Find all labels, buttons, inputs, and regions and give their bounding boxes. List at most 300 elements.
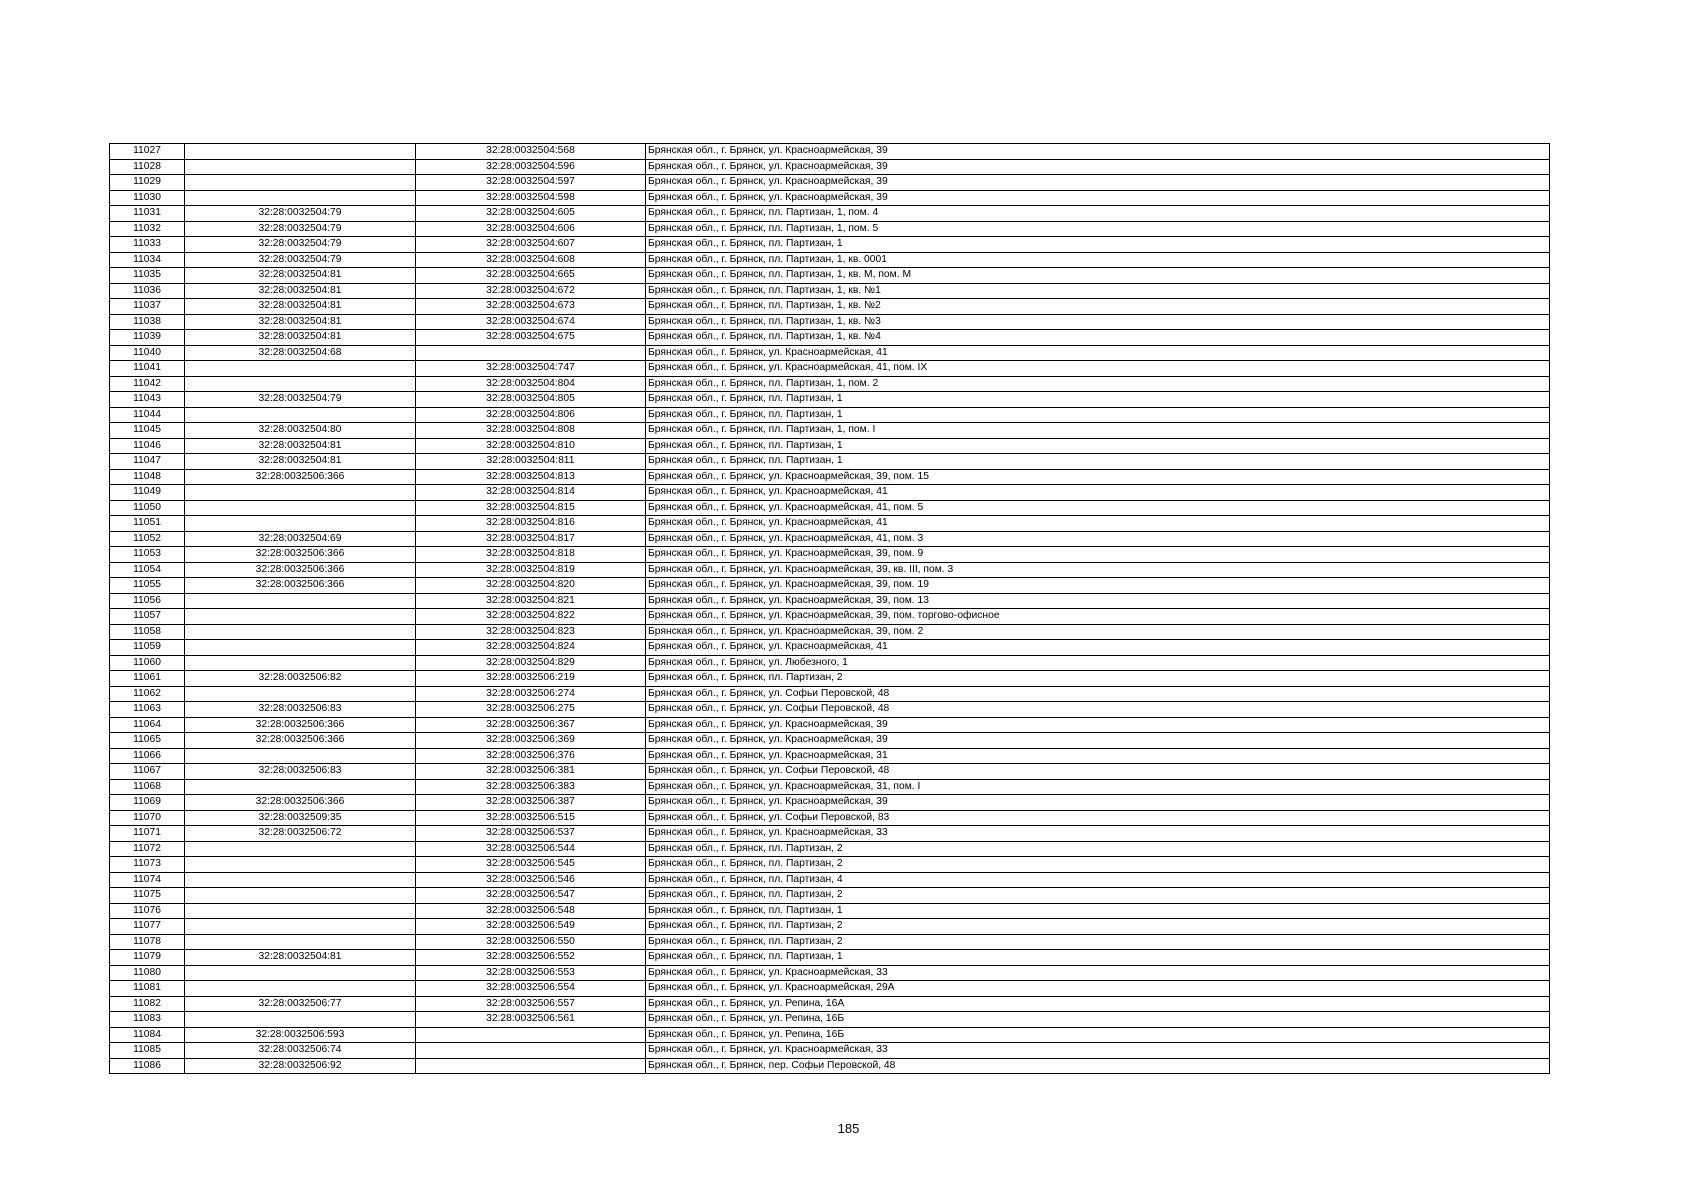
parent-cadastral-number-cell xyxy=(185,903,416,919)
address-cell: Брянская обл., г. Брянск, пл. Партизан, 1, пом. 2 xyxy=(646,376,1550,392)
table-row xyxy=(110,903,1550,919)
row-number-cell: 11046 xyxy=(110,438,185,454)
cadastral-number-cell: 32:28:0032506:552 xyxy=(416,950,646,966)
parent-cadastral-number-cell: 32:28:0032506:366 xyxy=(185,733,416,749)
cadastral-number-cell: 32:28:0032504:606 xyxy=(416,221,646,237)
row-number-cell: 11035 xyxy=(110,268,185,284)
table-row xyxy=(110,376,1550,392)
row-number-cell: 11040 xyxy=(110,345,185,361)
table-row xyxy=(110,1027,1550,1043)
cadastral-number-cell: 32:28:0032504:813 xyxy=(416,469,646,485)
address-cell: Брянская обл., г. Брянск, пл. Партизан, 1, кв. М, пом. М xyxy=(646,268,1550,284)
address-cell: Брянская обл., г. Брянск, пл. Партизан, 2 xyxy=(646,841,1550,857)
table-row xyxy=(110,686,1550,702)
address-cell: Брянская обл., г. Брянск, ул. Любезного, 1 xyxy=(646,655,1550,671)
row-number-cell: 11053 xyxy=(110,547,185,563)
address-cell: Брянская обл., г. Брянск, пл. Партизан, 1, пом. I xyxy=(646,423,1550,439)
row-number-cell: 11063 xyxy=(110,702,185,718)
row-number-cell: 11067 xyxy=(110,764,185,780)
table-row xyxy=(110,407,1550,423)
parent-cadastral-number-cell xyxy=(185,485,416,501)
address-cell: Брянская обл., г. Брянск, ул. Софьи Перовской, 48 xyxy=(646,686,1550,702)
row-number-cell: 11078 xyxy=(110,934,185,950)
cadastral-number-cell: 32:28:0032504:804 xyxy=(416,376,646,392)
parent-cadastral-number-cell: 32:28:0032506:83 xyxy=(185,764,416,780)
address-cell: Брянская обл., г. Брянск, ул. Красноармейская, 33 xyxy=(646,965,1550,981)
parent-cadastral-number-cell: 32:28:0032506:83 xyxy=(185,702,416,718)
cadastral-number-cell: 32:28:0032506:219 xyxy=(416,671,646,687)
parent-cadastral-number-cell: 32:28:0032506:74 xyxy=(185,1043,416,1059)
parent-cadastral-number-cell xyxy=(185,175,416,191)
parent-cadastral-number-cell xyxy=(185,934,416,950)
row-number-cell: 11059 xyxy=(110,640,185,656)
address-cell: Брянская обл., г. Брянск, пл. Партизан, 1 xyxy=(646,903,1550,919)
parent-cadastral-number-cell xyxy=(185,376,416,392)
table-row xyxy=(110,438,1550,454)
cadastral-number-cell: 32:28:0032506:275 xyxy=(416,702,646,718)
row-number-cell: 11055 xyxy=(110,578,185,594)
table-row xyxy=(110,671,1550,687)
parent-cadastral-number-cell xyxy=(185,593,416,609)
cadastral-number-cell: 32:28:0032504:818 xyxy=(416,547,646,563)
address-cell: Брянская обл., г. Брянск, ул. Красноармейская, 39, пом. 13 xyxy=(646,593,1550,609)
parent-cadastral-number-cell: 32:28:0032506:92 xyxy=(185,1058,416,1074)
table-row xyxy=(110,934,1550,950)
table-row xyxy=(110,299,1550,315)
address-cell: Брянская обл., г. Брянск, пл. Партизан, 2 xyxy=(646,888,1550,904)
parent-cadastral-number-cell: 32:28:0032506:82 xyxy=(185,671,416,687)
row-number-cell: 11062 xyxy=(110,686,185,702)
address-cell: Брянская обл., г. Брянск, ул. Красноармейская, 39, пом. 9 xyxy=(646,547,1550,563)
cadastral-number-cell: 32:28:0032504:821 xyxy=(416,593,646,609)
table-row xyxy=(110,919,1550,935)
table-row xyxy=(110,500,1550,516)
address-cell: Брянская обл., г. Брянск, ул. Репина, 16Б xyxy=(646,1012,1550,1028)
table-row xyxy=(110,1058,1550,1074)
address-cell: Брянская обл., г. Брянск, пл. Партизан, 2 xyxy=(646,934,1550,950)
cadastral-number-cell: 32:28:0032504:672 xyxy=(416,283,646,299)
cadastral-number-cell xyxy=(416,1027,646,1043)
cadastral-number-cell: 32:28:0032506:537 xyxy=(416,826,646,842)
cadastral-number-cell: 32:28:0032504:829 xyxy=(416,655,646,671)
address-cell: Брянская обл., г. Брянск, ул. Красноармейская, 39 xyxy=(646,733,1550,749)
parent-cadastral-number-cell xyxy=(185,190,416,206)
cadastral-number-cell: 32:28:0032504:673 xyxy=(416,299,646,315)
row-number-cell: 11044 xyxy=(110,407,185,423)
parent-cadastral-number-cell xyxy=(185,500,416,516)
table-row xyxy=(110,578,1550,594)
cadastral-number-cell: 32:28:0032504:598 xyxy=(416,190,646,206)
address-cell: Брянская обл., г. Брянск, ул. Красноармейская, 39 xyxy=(646,795,1550,811)
cadastral-number-cell: 32:28:0032504:608 xyxy=(416,252,646,268)
table-row xyxy=(110,345,1550,361)
cadastral-number-cell: 32:28:0032506:367 xyxy=(416,717,646,733)
table-row xyxy=(110,175,1550,191)
table-row xyxy=(110,609,1550,625)
address-cell: Брянская обл., г. Брянск, ул. Красноармейская, 41, пом. IX xyxy=(646,361,1550,377)
cadastral-number-cell: 32:28:0032504:747 xyxy=(416,361,646,377)
cadastral-number-cell: 32:28:0032504:820 xyxy=(416,578,646,594)
row-number-cell: 11069 xyxy=(110,795,185,811)
address-cell: Брянская обл., г. Брянск, ул. Красноармейская, 39 xyxy=(646,144,1550,160)
parent-cadastral-number-cell xyxy=(185,779,416,795)
table-row xyxy=(110,268,1550,284)
parent-cadastral-number-cell: 32:28:0032504:81 xyxy=(185,314,416,330)
row-number-cell: 11060 xyxy=(110,655,185,671)
address-cell: Брянская обл., г. Брянск, ул. Красноармейская, 39 xyxy=(646,175,1550,191)
address-cell: Брянская обл., г. Брянск, ул. Красноармейская, 41 xyxy=(646,345,1550,361)
parent-cadastral-number-cell: 32:28:0032504:69 xyxy=(185,531,416,547)
row-number-cell: 11033 xyxy=(110,237,185,253)
row-number-cell: 11032 xyxy=(110,221,185,237)
cadastral-number-cell: 32:28:0032506:554 xyxy=(416,981,646,997)
row-number-cell: 11051 xyxy=(110,516,185,532)
table-body xyxy=(110,144,1550,1074)
cadastral-number-cell: 32:28:0032506:561 xyxy=(416,1012,646,1028)
cadastral-number-cell: 32:28:0032504:808 xyxy=(416,423,646,439)
address-cell: Брянская обл., г. Брянск, ул. Красноармейская, 29А xyxy=(646,981,1550,997)
address-cell: Брянская обл., г. Брянск, ул. Софьи Перовской, 48 xyxy=(646,702,1550,718)
row-number-cell: 11034 xyxy=(110,252,185,268)
parent-cadastral-number-cell: 32:28:0032504:79 xyxy=(185,206,416,222)
cadastral-number-cell: 32:28:0032504:597 xyxy=(416,175,646,191)
table-row xyxy=(110,655,1550,671)
address-cell: Брянская обл., г. Брянск, ул. Красноармейская, 41, пом. 3 xyxy=(646,531,1550,547)
cadastral-number-cell xyxy=(416,345,646,361)
table-row xyxy=(110,841,1550,857)
address-cell: Брянская обл., г. Брянск, пл. Партизан, 1, пом. 5 xyxy=(646,221,1550,237)
table-row xyxy=(110,562,1550,578)
table-row xyxy=(110,221,1550,237)
table-row xyxy=(110,159,1550,175)
row-number-cell: 11082 xyxy=(110,996,185,1012)
parent-cadastral-number-cell: 32:28:0032506:366 xyxy=(185,469,416,485)
row-number-cell: 11079 xyxy=(110,950,185,966)
address-cell: Брянская обл., г. Брянск, пл. Партизан, 1, кв. №3 xyxy=(646,314,1550,330)
address-cell: Брянская обл., г. Брянск, пл. Партизан, 1, пом. 4 xyxy=(646,206,1550,222)
parent-cadastral-number-cell: 32:28:0032504:79 xyxy=(185,252,416,268)
address-cell: Брянская обл., г. Брянск, ул. Красноармейская, 33 xyxy=(646,826,1550,842)
parent-cadastral-number-cell xyxy=(185,919,416,935)
cadastral-number-cell: 32:28:0032504:596 xyxy=(416,159,646,175)
address-cell: Брянская обл., г. Брянск, пл. Партизан, 2 xyxy=(646,857,1550,873)
address-cell: Брянская обл., г. Брянск, ул. Красноармейская, 41 xyxy=(646,640,1550,656)
parent-cadastral-number-cell: 32:28:0032504:81 xyxy=(185,454,416,470)
parent-cadastral-number-cell: 32:28:0032506:72 xyxy=(185,826,416,842)
parent-cadastral-number-cell xyxy=(185,624,416,640)
row-number-cell: 11080 xyxy=(110,965,185,981)
cadastral-number-cell: 32:28:0032504:819 xyxy=(416,562,646,578)
table-row xyxy=(110,965,1550,981)
cadastral-number-cell: 32:28:0032506:545 xyxy=(416,857,646,873)
table-row xyxy=(110,206,1550,222)
cadastral-number-cell: 32:28:0032506:557 xyxy=(416,996,646,1012)
parent-cadastral-number-cell xyxy=(185,965,416,981)
parent-cadastral-number-cell xyxy=(185,361,416,377)
table-row xyxy=(110,810,1550,826)
address-cell: Брянская обл., г. Брянск, пл. Партизан, 1, кв. №4 xyxy=(646,330,1550,346)
table-row xyxy=(110,981,1550,997)
address-cell: Брянская обл., г. Брянск, пер. Софьи Перовской, 48 xyxy=(646,1058,1550,1074)
parent-cadastral-number-cell xyxy=(185,872,416,888)
cadastral-number-cell: 32:28:0032506:544 xyxy=(416,841,646,857)
parent-cadastral-number-cell: 32:28:0032504:81 xyxy=(185,299,416,315)
parent-cadastral-number-cell: 32:28:0032504:81 xyxy=(185,268,416,284)
row-number-cell: 11045 xyxy=(110,423,185,439)
address-cell: Брянская обл., г. Брянск, пл. Партизан, 2 xyxy=(646,671,1550,687)
table-row xyxy=(110,485,1550,501)
parent-cadastral-number-cell: 32:28:0032506:366 xyxy=(185,562,416,578)
row-number-cell: 11043 xyxy=(110,392,185,408)
parent-cadastral-number-cell xyxy=(185,857,416,873)
table-row xyxy=(110,237,1550,253)
row-number-cell: 11085 xyxy=(110,1043,185,1059)
address-cell: Брянская обл., г. Брянск, ул. Репина, 16Б xyxy=(646,1027,1550,1043)
parent-cadastral-number-cell: 32:28:0032506:593 xyxy=(185,1027,416,1043)
address-cell: Брянская обл., г. Брянск, пл. Партизан, 1 xyxy=(646,392,1550,408)
parent-cadastral-number-cell: 32:28:0032504:79 xyxy=(185,392,416,408)
cadastral-number-cell: 32:28:0032506:369 xyxy=(416,733,646,749)
table-row xyxy=(110,144,1550,160)
table-row xyxy=(110,764,1550,780)
table-row xyxy=(110,996,1550,1012)
table-row xyxy=(110,748,1550,764)
table-row xyxy=(110,888,1550,904)
parent-cadastral-number-cell xyxy=(185,841,416,857)
row-number-cell: 11086 xyxy=(110,1058,185,1074)
parent-cadastral-number-cell: 32:28:0032504:81 xyxy=(185,330,416,346)
parent-cadastral-number-cell xyxy=(185,640,416,656)
row-number-cell: 11076 xyxy=(110,903,185,919)
page-number: 185 xyxy=(837,1121,860,1136)
table-row xyxy=(110,423,1550,439)
parent-cadastral-number-cell: 32:28:0032504:81 xyxy=(185,950,416,966)
row-number-cell: 11057 xyxy=(110,609,185,625)
row-number-cell: 11047 xyxy=(110,454,185,470)
address-cell: Брянская обл., г. Брянск, ул. Красноармейская, 39 xyxy=(646,190,1550,206)
cadastral-number-cell: 32:28:0032504:815 xyxy=(416,500,646,516)
row-number-cell: 11037 xyxy=(110,299,185,315)
cadastral-number-cell: 32:28:0032506:550 xyxy=(416,934,646,950)
parent-cadastral-number-cell: 32:28:0032504:79 xyxy=(185,237,416,253)
table-row xyxy=(110,1012,1550,1028)
address-cell: Брянская обл., г. Брянск, ул. Красноармейская, 39 xyxy=(646,159,1550,175)
parent-cadastral-number-cell: 32:28:0032506:366 xyxy=(185,547,416,563)
row-number-cell: 11050 xyxy=(110,500,185,516)
row-number-cell: 11036 xyxy=(110,283,185,299)
row-number-cell: 11029 xyxy=(110,175,185,191)
cadastral-number-cell xyxy=(416,1058,646,1074)
address-cell: Брянская обл., г. Брянск, ул. Софьи Перовской, 48 xyxy=(646,764,1550,780)
table-row xyxy=(110,826,1550,842)
table-row xyxy=(110,190,1550,206)
row-number-cell: 11028 xyxy=(110,159,185,175)
cadastral-number-cell: 32:28:0032504:814 xyxy=(416,485,646,501)
address-cell: Брянская обл., г. Брянск, ул. Красноармейская, 39, пом. торгово-офисное xyxy=(646,609,1550,625)
row-number-cell: 11084 xyxy=(110,1027,185,1043)
cadastral-number-cell: 32:28:0032504:816 xyxy=(416,516,646,532)
address-cell: Брянская обл., г. Брянск, пл. Партизан, 2 xyxy=(646,919,1550,935)
table-row xyxy=(110,392,1550,408)
row-number-cell: 11054 xyxy=(110,562,185,578)
parent-cadastral-number-cell xyxy=(185,407,416,423)
table-row xyxy=(110,330,1550,346)
table-row xyxy=(110,733,1550,749)
table-row xyxy=(110,702,1550,718)
table-row xyxy=(110,283,1550,299)
cadastral-number-cell: 32:28:0032504:806 xyxy=(416,407,646,423)
address-cell: Брянская обл., г. Брянск, ул. Красноармейская, 39, кв. III, пом. 3 xyxy=(646,562,1550,578)
parent-cadastral-number-cell: 32:28:0032504:80 xyxy=(185,423,416,439)
table-row xyxy=(110,547,1550,563)
row-number-cell: 11038 xyxy=(110,314,185,330)
cadastral-number-cell: 32:28:0032506:553 xyxy=(416,965,646,981)
cadastral-number-cell: 32:28:0032504:674 xyxy=(416,314,646,330)
parent-cadastral-number-cell xyxy=(185,655,416,671)
cadastral-number-cell: 32:28:0032506:548 xyxy=(416,903,646,919)
cadastral-number-cell: 32:28:0032506:546 xyxy=(416,872,646,888)
cadastral-number-cell: 32:28:0032506:515 xyxy=(416,810,646,826)
address-cell: Брянская обл., г. Брянск, ул. Красноармейская, 31, пом. I xyxy=(646,779,1550,795)
table-row xyxy=(110,531,1550,547)
parent-cadastral-number-cell: 32:28:0032504:79 xyxy=(185,221,416,237)
cadastral-number-cell: 32:28:0032506:274 xyxy=(416,686,646,702)
parent-cadastral-number-cell xyxy=(185,748,416,764)
row-number-cell: 11042 xyxy=(110,376,185,392)
row-number-cell: 11041 xyxy=(110,361,185,377)
address-cell: Брянская обл., г. Брянск, ул. Красноармейская, 39 xyxy=(646,717,1550,733)
cadastral-number-cell xyxy=(416,1043,646,1059)
row-number-cell: 11048 xyxy=(110,469,185,485)
cadastral-number-cell: 32:28:0032506:549 xyxy=(416,919,646,935)
row-number-cell: 11031 xyxy=(110,206,185,222)
parent-cadastral-number-cell: 32:28:0032506:77 xyxy=(185,996,416,1012)
cadastral-number-cell: 32:28:0032506:547 xyxy=(416,888,646,904)
table-row xyxy=(110,314,1550,330)
cadastral-number-cell: 32:28:0032504:607 xyxy=(416,237,646,253)
cadastral-number-cell: 32:28:0032504:810 xyxy=(416,438,646,454)
parent-cadastral-number-cell: 32:28:0032506:366 xyxy=(185,717,416,733)
address-cell: Брянская обл., г. Брянск, ул. Красноармейская, 41 xyxy=(646,485,1550,501)
table-row xyxy=(110,640,1550,656)
cadastral-number-cell: 32:28:0032504:817 xyxy=(416,531,646,547)
table-row xyxy=(110,516,1550,532)
table-row xyxy=(110,469,1550,485)
parent-cadastral-number-cell: 32:28:0032506:366 xyxy=(185,578,416,594)
row-number-cell: 11075 xyxy=(110,888,185,904)
address-cell: Брянская обл., г. Брянск, ул. Софьи Перовской, 83 xyxy=(646,810,1550,826)
cadastral-number-cell: 32:28:0032504:805 xyxy=(416,392,646,408)
row-number-cell: 11083 xyxy=(110,1012,185,1028)
row-number-cell: 11072 xyxy=(110,841,185,857)
row-number-cell: 11077 xyxy=(110,919,185,935)
row-number-cell: 11049 xyxy=(110,485,185,501)
address-cell: Брянская обл., г. Брянск, ул. Красноармейская, 39, пом. 15 xyxy=(646,469,1550,485)
address-cell: Брянская обл., г. Брянск, пл. Партизан, 1 xyxy=(646,454,1550,470)
address-cell: Брянская обл., г. Брянск, ул. Красноармейская, 41, пом. 5 xyxy=(646,500,1550,516)
cadastral-number-cell: 32:28:0032504:675 xyxy=(416,330,646,346)
row-number-cell: 11065 xyxy=(110,733,185,749)
address-cell: Брянская обл., г. Брянск, пл. Партизан, 1, кв. 0001 xyxy=(646,252,1550,268)
address-cell: Брянская обл., г. Брянск, пл. Партизан, 1, кв. №1 xyxy=(646,283,1550,299)
address-cell: Брянская обл., г. Брянск, ул. Красноармейская, 39, пом. 19 xyxy=(646,578,1550,594)
parent-cadastral-number-cell: 32:28:0032504:81 xyxy=(185,438,416,454)
row-number-cell: 11068 xyxy=(110,779,185,795)
cadastral-number-cell: 32:28:0032504:665 xyxy=(416,268,646,284)
address-cell: Брянская обл., г. Брянск, пл. Партизан, 1, кв. №2 xyxy=(646,299,1550,315)
table-row xyxy=(110,950,1550,966)
table-row xyxy=(110,624,1550,640)
table-row xyxy=(110,779,1550,795)
row-number-cell: 11066 xyxy=(110,748,185,764)
address-cell: Брянская обл., г. Брянск, пл. Партизан, 1 xyxy=(646,237,1550,253)
table-row xyxy=(110,872,1550,888)
parent-cadastral-number-cell: 32:28:0032506:366 xyxy=(185,795,416,811)
parent-cadastral-number-cell xyxy=(185,516,416,532)
row-number-cell: 11058 xyxy=(110,624,185,640)
row-number-cell: 11074 xyxy=(110,872,185,888)
row-number-cell: 11027 xyxy=(110,144,185,160)
table-row xyxy=(110,857,1550,873)
address-cell: Брянская обл., г. Брянск, ул. Красноармейская, 33 xyxy=(646,1043,1550,1059)
table-row xyxy=(110,252,1550,268)
parent-cadastral-number-cell xyxy=(185,159,416,175)
row-number-cell: 11081 xyxy=(110,981,185,997)
address-cell: Брянская обл., г. Брянск, пл. Партизан, 1 xyxy=(646,438,1550,454)
row-number-cell: 11070 xyxy=(110,810,185,826)
parent-cadastral-number-cell xyxy=(185,609,416,625)
row-number-cell: 11056 xyxy=(110,593,185,609)
parent-cadastral-number-cell xyxy=(185,686,416,702)
cadastral-number-cell: 32:28:0032506:387 xyxy=(416,795,646,811)
address-cell: Брянская обл., г. Брянск, ул. Красноармейская, 41 xyxy=(646,516,1550,532)
cadastral-number-cell: 32:28:0032504:824 xyxy=(416,640,646,656)
cadastral-number-cell: 32:28:0032504:823 xyxy=(416,624,646,640)
row-number-cell: 11061 xyxy=(110,671,185,687)
address-cell: Брянская обл., г. Брянск, ул. Репина, 16А xyxy=(646,996,1550,1012)
address-cell: Брянская обл., г. Брянск, ул. Красноармейская, 39, пом. 2 xyxy=(646,624,1550,640)
parent-cadastral-number-cell: 32:28:0032504:81 xyxy=(185,283,416,299)
address-cell: Брянская обл., г. Брянск, пл. Партизан, 4 xyxy=(646,872,1550,888)
address-cell: Брянская обл., г. Брянск, пл. Партизан, 1 xyxy=(646,950,1550,966)
cadastral-number-cell: 32:28:0032506:376 xyxy=(416,748,646,764)
parent-cadastral-number-cell xyxy=(185,144,416,160)
address-cell: Брянская обл., г. Брянск, ул. Красноармейская, 31 xyxy=(646,748,1550,764)
cadastral-number-cell: 32:28:0032504:822 xyxy=(416,609,646,625)
table-row xyxy=(110,795,1550,811)
cadastral-number-cell: 32:28:0032504:605 xyxy=(416,206,646,222)
parent-cadastral-number-cell: 32:28:0032504:68 xyxy=(185,345,416,361)
cadastral-number-cell: 32:28:0032506:383 xyxy=(416,779,646,795)
row-number-cell: 11052 xyxy=(110,531,185,547)
parent-cadastral-number-cell xyxy=(185,981,416,997)
data-table xyxy=(109,143,1550,1074)
table-row xyxy=(110,593,1550,609)
parent-cadastral-number-cell xyxy=(185,1012,416,1028)
parent-cadastral-number-cell xyxy=(185,888,416,904)
address-cell: Брянская обл., г. Брянск, пл. Партизан, 1 xyxy=(646,407,1550,423)
cadastral-number-cell: 32:28:0032506:381 xyxy=(416,764,646,780)
cadastral-number-cell: 32:28:0032504:568 xyxy=(416,144,646,160)
table-row xyxy=(110,454,1550,470)
row-number-cell: 11030 xyxy=(110,190,185,206)
row-number-cell: 11039 xyxy=(110,330,185,346)
table-row xyxy=(110,1043,1550,1059)
table-row xyxy=(110,717,1550,733)
row-number-cell: 11064 xyxy=(110,717,185,733)
row-number-cell: 11071 xyxy=(110,826,185,842)
table-row xyxy=(110,361,1550,377)
